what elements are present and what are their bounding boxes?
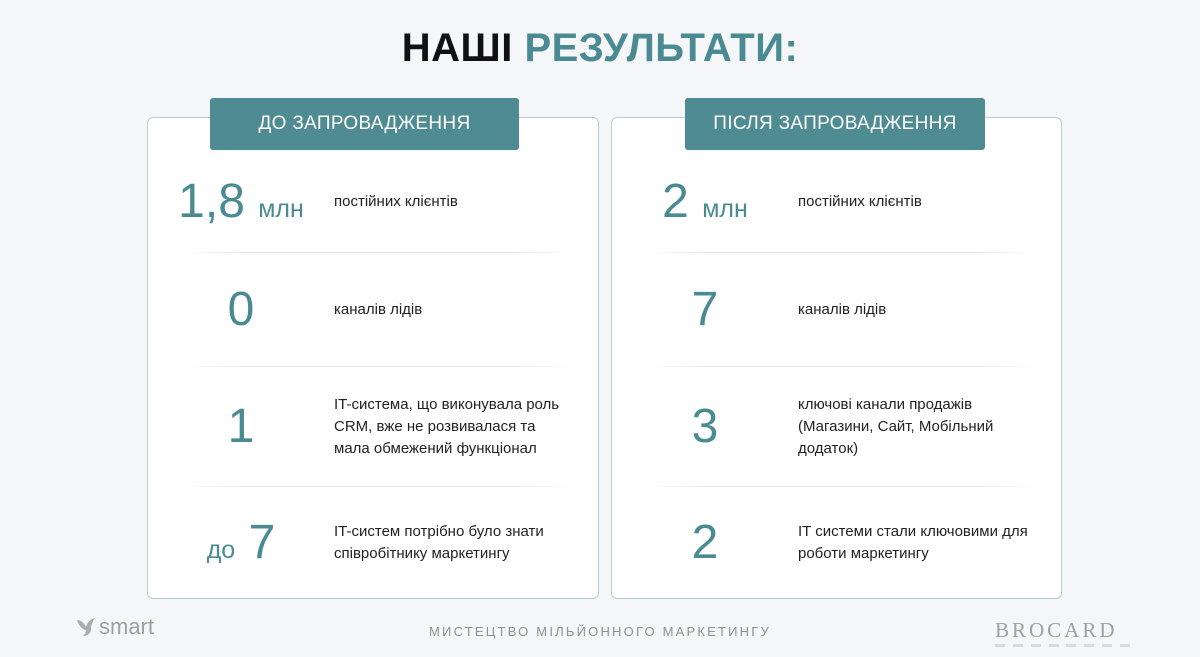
stat-value xyxy=(612,516,798,569)
stat-value xyxy=(148,516,334,569)
before-row-clients xyxy=(148,150,598,253)
before-row-it-system xyxy=(148,367,598,487)
after-row-lead-channels xyxy=(612,253,1061,367)
stat-number: 2 xyxy=(662,174,689,228)
title-part-1: НАШІ xyxy=(401,26,513,70)
stat-number: 3 xyxy=(691,400,719,453)
brocard-logo xyxy=(995,618,1118,643)
stat-value xyxy=(148,283,334,336)
stat-unit: млн xyxy=(258,194,304,223)
stat-description: каналів лідів xyxy=(798,301,887,318)
before-panel xyxy=(147,113,599,599)
stat-prefix: до xyxy=(206,536,236,564)
after-row-it-systems-count xyxy=(612,487,1061,599)
before-header: ДО ЗАПРОВАДЖЕННЯ xyxy=(210,98,519,150)
stat-description: IT-систем потрібно було знати співробітнику маркетингу xyxy=(334,523,544,562)
stat-description: постійних клієнтів xyxy=(334,192,458,210)
brocard-logo-text: BROCARD xyxy=(995,618,1118,642)
stat-value xyxy=(612,400,798,453)
page-title xyxy=(0,26,1200,71)
after-row-sales-channels xyxy=(612,367,1061,487)
stat-number: 7 xyxy=(248,516,276,569)
smart-logo-text: smart xyxy=(99,614,154,639)
stat-value xyxy=(148,174,334,228)
stat-number: 7 xyxy=(691,283,719,336)
stat-value xyxy=(612,174,798,228)
stat-description: каналів лідів xyxy=(334,301,423,318)
stat-description: постійних клієнтів xyxy=(798,192,922,210)
before-row-lead-channels xyxy=(148,253,598,367)
brocard-logo-underline xyxy=(995,644,1130,652)
stat-value xyxy=(148,400,334,453)
stat-number: 1,8 xyxy=(178,174,245,228)
stat-description: IT-система, що виконувала роль CRM, вже не розвивалася та мала обмежений функціонал xyxy=(334,396,560,457)
stat-unit: млн xyxy=(702,194,748,223)
stat-value xyxy=(612,283,798,336)
after-panel xyxy=(611,113,1062,599)
before-row-it-systems-count xyxy=(148,487,598,599)
footer-tagline: МИСТЕЦТВО МІЛЬЙОННОГО МАРКЕТИНГУ xyxy=(429,624,771,639)
stat-number: 2 xyxy=(691,516,719,569)
after-row-clients xyxy=(612,150,1061,253)
after-header: ПІСЛЯ ЗАПРОВАДЖЕННЯ xyxy=(685,98,985,150)
title-part-2: РЕЗУЛЬТАТИ: xyxy=(524,26,799,70)
stat-number: 1 xyxy=(227,400,255,453)
stat-number: 0 xyxy=(227,283,255,336)
stat-description: IT системи стали ключовими для роботи маркетингу xyxy=(798,523,1028,562)
stat-description: ключові канали продажів (Магазини, Сайт, Мобільний додаток) xyxy=(798,396,994,457)
